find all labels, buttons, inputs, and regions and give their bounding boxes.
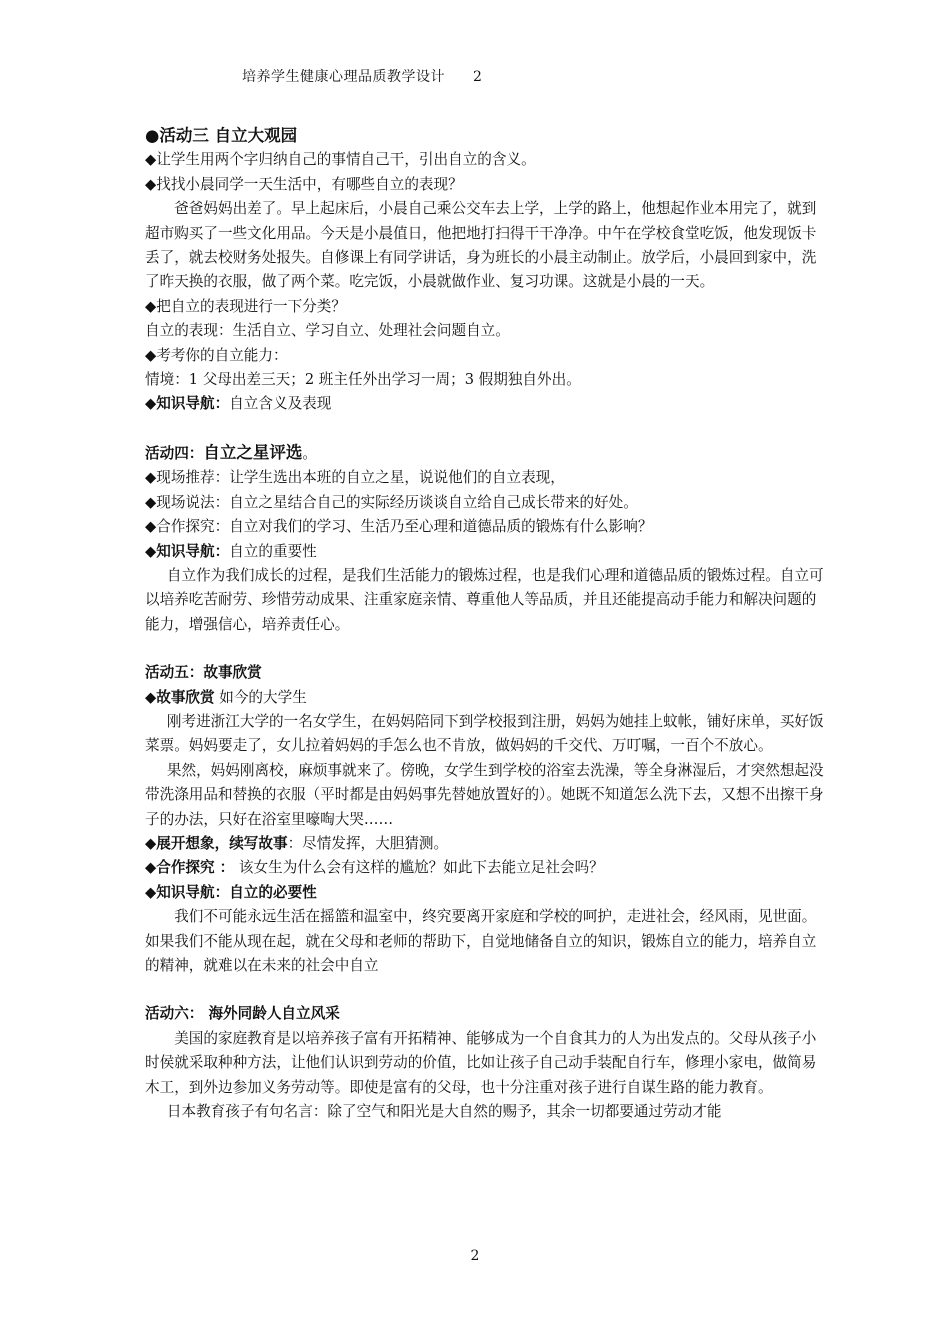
activity4-title-main: 自立之星评选	[203, 442, 303, 462]
activity4-bullet-1: ◆现场推荐：让学生选出本班的自立之星，说说他们的自立表现，	[145, 469, 565, 487]
activity3-knowledge-nav	[145, 392, 825, 416]
activity3-story: 爸爸妈妈出差了。早上起床后，小晨自己乘公交车去上学，上学的路上，他想起作业本用完了，就到超市购买了一些文化用品。今天是小晨值日，他把地打扫得干干净净。中午在学校食堂吃饭，他发现饭卡丢了，就去校财务处报失。自修课上有同学讲话，身为班长的小晨主动制止。放学后，小晨回到家中，洗了昨天换的衣服，做了两个菜。吃完饭，小晨就做作业、复习功课。这就是小晨的一天。	[145, 200, 817, 291]
activity4-title-label: 活动四：	[145, 444, 204, 462]
story-label: ◆故事欣赏	[145, 688, 215, 706]
activity4-bullet-3: ◆合作探究：自立对我们的学习、生活乃至心理和道德品质的锻炼有什么影响？	[145, 518, 653, 536]
activity5-cooperate	[145, 856, 825, 880]
activity5-title: 活动五：故事欣赏	[145, 664, 262, 682]
activity4-bullet-2: ◆现场说法：自立之星结合自己的实际经历谈谈自立给自己成长带来的好处。	[145, 493, 638, 511]
story-title: 如今的大学生	[214, 688, 307, 706]
document-body	[145, 124, 825, 1124]
knowledge-nav-label: ◆知识导航：	[145, 395, 230, 413]
activity5-imagine	[145, 832, 825, 856]
activity5-paragraph-3: 我们不可能永远生活在摇篮和温室中，终究要离开家庭和学校的呵护，走进社会，经风雨，见世面。如果我们不能从现在起，就在父母和老师的帮助下，自觉地储备自立的知识，锻炼自立的能力，培养自立的精神，就难以在未来的社会中自立	[145, 908, 817, 974]
activity5-paragraph-2: 果然，妈妈刚离校，麻烦事就来了。傍晚，女学生到学校的浴室去洗澡，等全身淋湿后，才突然想起没带洗涤用品和替换的衣服（平时都是由妈妈事先替她放置好的）。她既不知道怎么洗下去，又想不出擦干身子的办法，只好在浴室里嚎啕大哭……	[145, 761, 824, 828]
activity5-knowledge-nav: ◆知识导航：自立的必要性	[145, 883, 317, 901]
knowledge-nav-text: 自立的重要性	[229, 542, 317, 560]
activity4-paragraph: 自立作为我们成长的过程，是我们生活能力的锻炼过程，也是我们心理和道德品质的锻炼过程。自立可以培养吃苦耐劳、珍惜劳动成果、注重家庭亲情、尊重他人等品质，并且还能提高动手能力和解决问题的能力，增强信心，培养责任心。	[145, 566, 824, 633]
imagine-label: ◆展开想象，续写故事	[145, 834, 288, 852]
cooperate-text: 该女生为什么会有这样的尴尬？如此下去能立足社会吗？	[234, 859, 604, 877]
activity6-paragraph-1: 美国的家庭教育是以培养孩子富有开拓精神、能够成为一个自食其力的人为出发点的。父母从孩子小时侯就采取种种方法，让他们认识到劳动的价值，比如让孩子自己动手装配自行车，修理小家电，做简易木工，到外边参加义务劳动等。即使是富有的父母，也十分注重对孩子进行自谋生路的能力教育。	[145, 1029, 817, 1096]
activity6-title: 活动六： 海外同龄人自立风采	[145, 1005, 340, 1023]
cooperate-label: ◆合作探究 ：	[145, 859, 235, 877]
activity5-story-heading	[145, 686, 825, 710]
activity3-bullet-1: ◆让学生用两个字归纳自己的事情自己干，引出自立的含义。	[145, 151, 536, 169]
knowledge-nav-text: 自立含义及表现	[229, 395, 332, 413]
page-footer-number: 2	[470, 1248, 480, 1264]
page-header	[242, 66, 482, 86]
activity4-title-end: 。	[302, 444, 317, 462]
header-page-number: 2	[473, 69, 483, 85]
activity3-classification: 自立的表现：生活自立、学习自立、处理社会问题自立。	[145, 322, 510, 340]
spacer	[145, 637, 825, 661]
activity5-paragraph-1: 刚考进浙江大学的一名女学生，在妈妈陪同下到学校报到注册，妈妈为她挂上蚊帐，铺好床单，买好饭菜票。妈妈要走了，女儿拉着妈妈的手怎么也不肯放，做妈妈的千交代、万叮嘱，一百个不放心。	[145, 712, 824, 755]
activity4-title	[145, 441, 825, 466]
activity6-paragraph-2: 日本教育孩子有句名言：除了空气和阳光是大自然的赐予，其余一切都要通过劳动才能	[166, 1103, 722, 1121]
activity3-title: ●活动三 自立大观园	[145, 126, 298, 145]
activity3-bullet-4: ◆考考你的自立能力：	[145, 346, 288, 364]
spacer	[145, 417, 825, 441]
knowledge-nav-label: ◆知识导航：	[145, 542, 230, 560]
activity3-bullet-2: ◆找找小晨同学一天生活中，有哪些自立的表现？	[145, 175, 463, 193]
header-title: 培养学生健康心理品质教学设计	[242, 69, 445, 85]
imagine-text: ：尽情发挥，大胆猜测。	[287, 834, 449, 852]
activity3-scenario: 情境：1 父母出差三天；2 班主任外出学习一周；3 假期独自外出。	[145, 371, 581, 389]
spacer	[145, 978, 825, 1002]
activity4-knowledge-nav	[145, 540, 825, 564]
activity3-bullet-3: ◆把自立的表现进行一下分类？	[145, 297, 346, 315]
